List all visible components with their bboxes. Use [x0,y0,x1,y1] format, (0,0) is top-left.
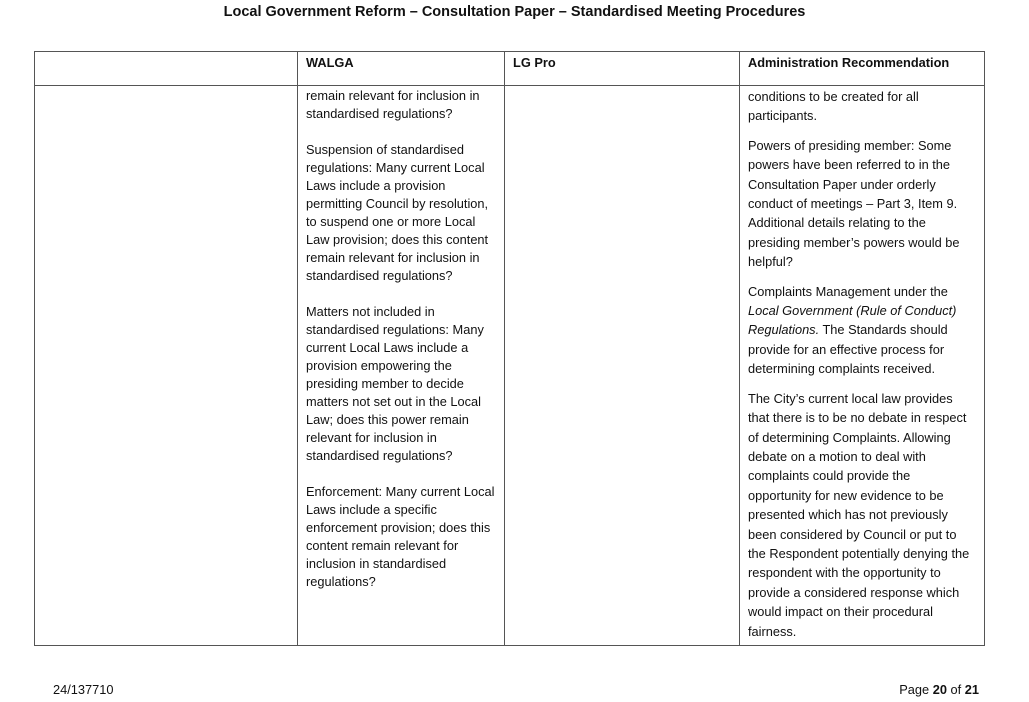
regulation-title: Local Government (Rule of Conduct) Regulations. [748,303,957,338]
page-number [899,682,979,697]
cell-topic [35,86,298,646]
cell-admin-recommendation [740,86,985,646]
walga-paragraph: Matters not included in standardised regulations: Many current Local Laws include a provision empowering the presiding member to decide matters not set out in the Local Law; does this power remain relevant for inclusion in standardised regulations? [306,304,484,463]
header-lgpro: LG Pro [505,52,740,86]
admin-paragraph [748,282,976,379]
table-header-row [35,52,985,86]
header-walga: WALGA [298,52,505,86]
table-row [35,86,985,646]
admin-paragraph: The City’s current local law provides that there is to be no debate in respect of determining Complaints. Allowing debate on a motion to deal with complaints could provide the opportunity for new evidence to be presented which has not previously been considered by Council or put to the Respondent potentially denying the respondent with the opportunity to provide a considered response which would impact on their procedural fairness. [748,390,970,639]
document-reference: 24/137710 [53,682,114,697]
page-total: 21 [964,682,979,697]
cell-lgpro [505,86,740,646]
page-prefix: Page [899,682,930,697]
walga-paragraph: remain relevant for inclusion in standardised regulations? [306,88,480,121]
admin-paragraph: conditions to be created for all participants. [748,89,919,124]
walga-paragraph: Enforcement: Many current Local Laws include a specific enforcement provision; does this content remain relevant for inclusion in standardised regulations? [306,484,495,589]
walga-paragraph: Suspension of standardised regulations: Many current Local Laws include a provision permitting Council by resolution, to suspend one or more Local Law provision; does this content remain relevant for inclusion in standardised regulations? [306,142,489,283]
header-admin-recommendation: Administration Recommendation [740,52,985,86]
page-of: of [950,682,962,697]
admin-p3-lead: Complaints Management under the [748,283,948,299]
header-blank [35,52,298,86]
page-current: 20 [932,682,947,697]
admin-p3-rest: The Standards should provide for an effective process for determining complaints received. [748,322,948,377]
admin-paragraph: Powers of presiding member: Some powers have been referred to in the Consultation Paper under orderly conduct of meetings – Part 3, Item 9. Additional details relating to the presiding member’s powers would be helpful? [748,137,960,270]
document-title: Local Government Reform – Consultation Paper – Standardised Meeting Procedures [223,4,806,20]
comparison-table [34,51,985,646]
cell-walga [298,86,505,646]
